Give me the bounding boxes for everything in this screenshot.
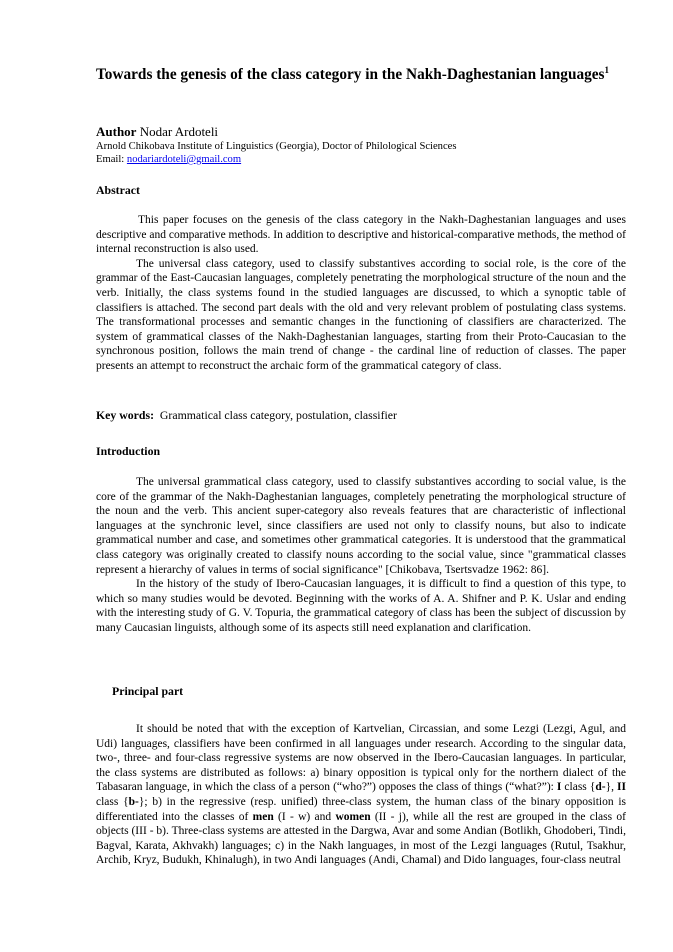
- author-email: [96, 153, 241, 166]
- text-run: class {: [96, 795, 129, 808]
- abstract-paragraph: This paper focuses on the genesis of the class category in the Nakh-Daghestanian languages and uses descriptive and comparative methods. In addition to descriptive and historical-comparative methods, the method of internal reconstruction is also used.: [96, 214, 626, 256]
- footnote-marker[interactable]: 1: [604, 65, 610, 75]
- introduction-paragraph: In the history of the study of Ibero-Caucasian languages, it is difficult to find a question of this type, to which so many studies would be devoted. Beginning with the works of A. A. Shifner and P. K. Uslar and ending with the interesting study of G. V. Topuria, the grammatical category of class has been the subject of discussion by many Caucasian linguists, although some of its aspects still need explanation and clarification.: [96, 578, 626, 634]
- principal-part-heading: Principal part: [112, 684, 184, 698]
- abstract-paragraph: The universal class category, used to classify substantives according to social role, is the core of the grammar of the East-Caucasian languages, completely penetrating the morphological structure of the noun and the verb. Initially, the class systems found in the studied languages are discussed, to which a synoptic table of classifiers is attached. The second part deals with the old and very relevant problem of postulating class systems. The transformational processes and semantic changes in the functioning of classifiers are characterized. The system of grammatical classes of the Nakh-Daghestanian languages, starting from their Proto-Caucasian to the synchronous position, follows the main trend of change - the cardinal line of reduction of classes. The paper presents an attempt to reconstruct the archaic form of the grammatical category of class.: [96, 257, 626, 372]
- author-label: Author: [96, 124, 137, 139]
- classifier-b: b-: [128, 795, 139, 808]
- introduction-paragraph: The universal grammatical class category, used to classify substantives according to social value, is the core of the grammar of the Nakh-Daghestanian languages, completely penetrating the morphological structure of the noun and the verb. This ancient super-category also reveals features that are characteristic of inflectional languages at the synchronic level, since classifiers are used not only to classify nouns, but also to indicate grammatical number and case, and sometimes other grammatical categories. It is understood that the grammatical class category was originally created to classify nouns according to the social value, since "grammatical classes represent a hierarchy of values in terms of social significance" [Chikobava, Tsertsvadze 1962: 86].: [96, 476, 626, 576]
- paper-title-text: Towards the genesis of the class category in the Nakh-Daghestanian languages: [96, 66, 605, 83]
- paper-title: [96, 66, 616, 84]
- email-label: Email:: [96, 154, 127, 165]
- introduction-body: [96, 475, 626, 636]
- author-name: Nodar Ardoteli: [136, 124, 219, 139]
- text-run: (I - w) and: [273, 810, 336, 823]
- keywords: [96, 408, 397, 422]
- principal-part-body: [96, 722, 626, 868]
- text-run: },: [605, 781, 618, 794]
- email-link[interactable]: nodariardoteli@gmail.com: [126, 154, 242, 165]
- text-run: }; b) in the regressive (resp. unified) three-class system, the human class of the binary opposition is differentiated into the classes of: [96, 795, 627, 823]
- keywords-label: Key words:: [96, 408, 154, 422]
- text-run: (II - j), while all the rest are grouped in the class of objects (III - b). Three-class systems are attested in the Dargwa, Avar and some Andian (Botlikh, Ghodoberi, Tindi, Bagval, Karata, Akhvakh) languages; c) in the Nakh languages, in most of the Lezgi languages (Rutul, Tsakhur, Archib, Kryz, Budukh, Khinalugh), in two Andi languages (Andi, Chamal) and Dido languages, four-class neutral: [96, 810, 626, 867]
- keywords-value: Grammatical class category, postulation, classifier: [154, 408, 397, 422]
- abstract-body: [96, 213, 626, 374]
- term-men: men: [252, 810, 274, 823]
- text-run: class {: [561, 781, 596, 794]
- term-women: women: [335, 810, 371, 823]
- principal-paragraph: [96, 722, 626, 868]
- class-numeral-i: I: [556, 781, 562, 794]
- author-affiliation: Arnold Chikobava Institute of Linguistics (Georgia), Doctor of Philological Sciences: [96, 141, 457, 152]
- abstract-heading: Abstract: [96, 183, 140, 197]
- classifier-d: d-: [595, 781, 606, 794]
- text-run: It should be noted that with the exception of Kartvelian, Circassian, and some Lezgi (Lezgi, Agul, and Udi) languages, classifiers have been confirmed in all languages under research. According to the singular data, two-, three- and four-class regressive systems are now observed in the Ibero-Caucasian languages. In particular, the class systems are distributed as follows: a) binary opposition is typical only for the northern dialect of the Tabasaran language, in which the class of a person (“who?”) opposes the class of things (“what?”):: [96, 723, 626, 794]
- class-numeral-ii: II: [617, 781, 626, 794]
- author-line: [96, 124, 218, 139]
- introduction-heading: Introduction: [96, 444, 161, 458]
